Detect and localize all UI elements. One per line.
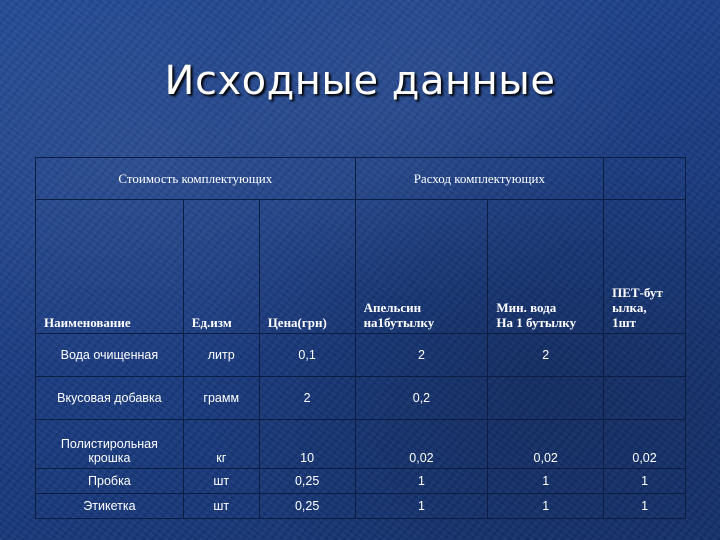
table-row bbox=[36, 420, 686, 469]
col-header-name bbox=[36, 200, 184, 334]
cell-mineral bbox=[488, 377, 604, 420]
cell-mineral: 2 bbox=[488, 334, 604, 377]
cell-orange: 1 bbox=[355, 494, 488, 519]
slide-title: Исходные данные bbox=[164, 58, 556, 104]
cell-price: 2 bbox=[259, 377, 355, 420]
cell-orange: 0,2 bbox=[355, 377, 488, 420]
cell-name-line2: крошка bbox=[88, 451, 131, 465]
cell-price: 0,1 bbox=[259, 334, 355, 377]
cell-unit: шт bbox=[183, 494, 259, 519]
cell-pet: 1 bbox=[604, 469, 686, 494]
cell-orange: 2 bbox=[355, 334, 488, 377]
col-header-orange bbox=[355, 200, 488, 334]
cell-unit: шт bbox=[183, 469, 259, 494]
cell-mineral: 1 bbox=[488, 494, 604, 519]
table-row bbox=[36, 469, 686, 494]
col-header-orange-line2: на1бутылку bbox=[363, 315, 435, 330]
cell-pet: 1 bbox=[604, 494, 686, 519]
source-data-table bbox=[35, 157, 686, 519]
cell-pet: 0,02 bbox=[604, 420, 686, 469]
group-header-cost: Стоимость комплектующих bbox=[36, 158, 356, 200]
col-header-pet-line3: 1шт bbox=[612, 315, 636, 330]
col-header-unit bbox=[183, 200, 259, 334]
cell-price: 0,25 bbox=[259, 469, 355, 494]
col-header-mineral bbox=[488, 200, 604, 334]
table-row bbox=[36, 334, 686, 377]
cell-price: 10 bbox=[259, 420, 355, 469]
col-header-price bbox=[259, 200, 355, 334]
col-header-name-label: Наименование bbox=[44, 315, 131, 330]
col-header-pet bbox=[604, 200, 686, 334]
cell-name: Пробка bbox=[36, 469, 184, 494]
cell-price: 0,25 bbox=[259, 494, 355, 519]
cell-pet bbox=[604, 377, 686, 420]
cell-unit: грамм bbox=[183, 377, 259, 420]
table-row bbox=[36, 377, 686, 420]
column-header-row bbox=[36, 200, 686, 334]
cell-pet bbox=[604, 334, 686, 377]
cell-name: Этикетка bbox=[36, 494, 184, 519]
cell-orange: 1 bbox=[355, 469, 488, 494]
col-header-mineral-line1: Мин. вода bbox=[496, 300, 557, 315]
cell-orange: 0,02 bbox=[355, 420, 488, 469]
col-header-orange-line1: Апельсин bbox=[363, 300, 422, 315]
group-header-usage: Расход комплектующих bbox=[355, 158, 604, 200]
cell-unit: литр bbox=[183, 334, 259, 377]
cell-name bbox=[36, 420, 184, 469]
empty-header-cell bbox=[604, 158, 686, 200]
cell-name-line1: Полистирольная bbox=[60, 437, 158, 451]
col-header-price-label: Цена(грн) bbox=[267, 315, 327, 330]
table-row bbox=[36, 494, 686, 519]
col-header-mineral-line2: На 1 бутылку bbox=[496, 315, 577, 330]
cell-unit: кг bbox=[183, 420, 259, 469]
col-header-unit-label: Ед.изм bbox=[191, 315, 232, 330]
cell-mineral: 0,02 bbox=[488, 420, 604, 469]
cell-mineral: 1 bbox=[488, 469, 604, 494]
cell-name: Вкусовая добавка bbox=[36, 377, 184, 420]
group-header-row bbox=[36, 158, 686, 200]
cell-name: Вода очищенная bbox=[36, 334, 184, 377]
col-header-pet-line2: ылка, bbox=[612, 300, 647, 315]
col-header-pet-line1: ПЕТ-бут bbox=[612, 285, 663, 300]
